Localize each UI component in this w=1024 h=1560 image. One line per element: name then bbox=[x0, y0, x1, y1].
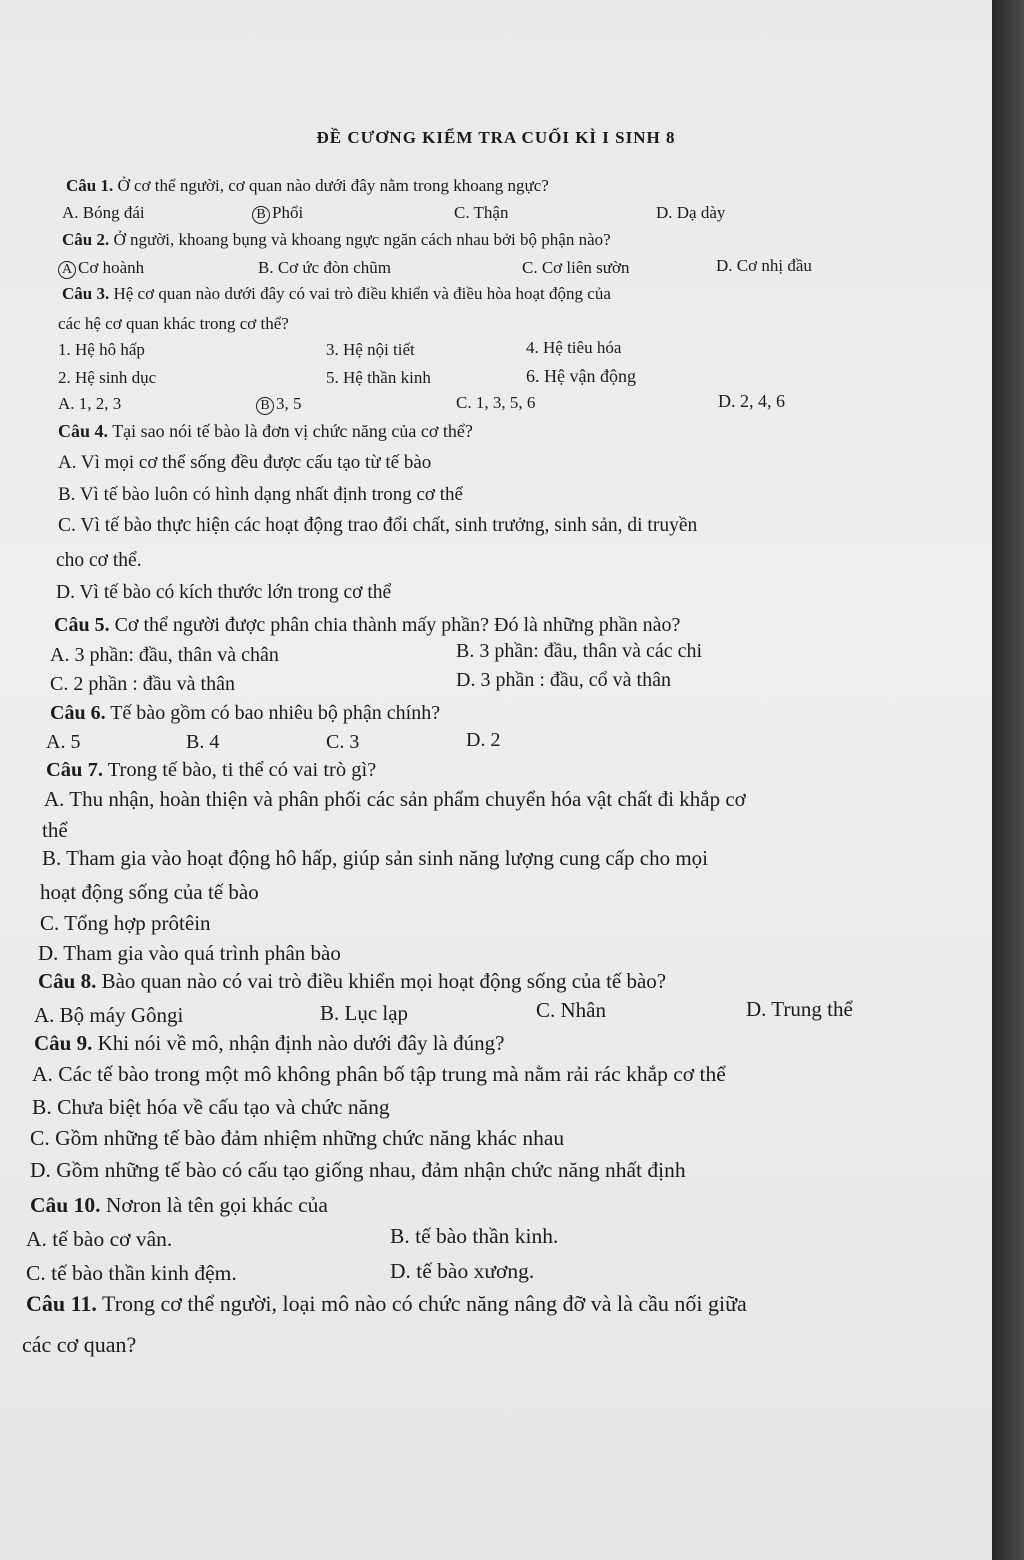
option-b: B. tế bào thần kinh. bbox=[390, 1224, 559, 1248]
answer-circle: A bbox=[58, 261, 76, 279]
question-11-continued: các cơ quan? bbox=[22, 1332, 137, 1357]
option-a-continued: thể bbox=[42, 818, 68, 842]
question-3 bbox=[62, 284, 611, 304]
option-d: D. 3 phần : đầu, cổ và thân bbox=[456, 669, 671, 691]
answer-circle: B bbox=[256, 397, 274, 415]
option-d: D. 2 bbox=[466, 729, 501, 751]
page-title: ĐỀ CƯƠNG KIỂM TRA CUỐI KÌ I SINH 8 bbox=[316, 128, 676, 147]
question-number: Câu 6. bbox=[50, 702, 106, 724]
option-d: D. Cơ nhị đầu bbox=[716, 256, 812, 275]
question-number: Câu 3. bbox=[62, 284, 110, 303]
option-d: D. 2, 4, 6 bbox=[718, 391, 785, 411]
option-a: A. Vì mọi cơ thể sống đều được cấu tạo từ tế bào bbox=[58, 452, 432, 473]
option-b: B. Tham gia vào hoạt động hô hấp, giúp sản sinh năng lượng cung cấp cho mọi bbox=[42, 846, 708, 870]
option-a: A. Bộ máy Gôngi bbox=[34, 1003, 184, 1027]
option-d: D. Tham gia vào quá trình phân bào bbox=[38, 941, 341, 965]
option-a-text: Cơ hoành bbox=[78, 258, 145, 277]
option-a: A. 1, 2, 3 bbox=[58, 394, 122, 413]
option-a: A. tế bào cơ vân. bbox=[26, 1227, 173, 1251]
list-item: 1. Hệ hô hấp bbox=[58, 340, 145, 359]
option-b: B. Lục lạp bbox=[320, 1001, 409, 1025]
option-a: A. Bóng đái bbox=[62, 203, 145, 222]
question-text: Bào quan nào có vai trò điều khiển mọi hoạt động sống của tế bào? bbox=[96, 969, 667, 993]
question-text: Trong tế bào, ti thể có vai trò gì? bbox=[102, 759, 377, 781]
question-3-continued: các hệ cơ quan khác trong cơ thể? bbox=[58, 314, 289, 333]
question-number: Câu 2. bbox=[62, 230, 110, 249]
option-d: D. Gồm những tế bào có cấu tạo giống nhau, đảm nhận chức năng nhất định bbox=[30, 1158, 686, 1182]
option-a: A. Các tế bào trong một mô không phân bố tập trung mà nằm rải rác khắp cơ thể bbox=[32, 1062, 726, 1086]
question-5 bbox=[54, 614, 680, 637]
question-text: Hệ cơ quan nào dưới đây có vai trò điều khiển và điều hòa hoạt động của bbox=[109, 284, 611, 303]
desk-edge bbox=[992, 0, 1024, 1560]
option-a: A. 3 phần: đầu, thân và chân bbox=[50, 644, 279, 666]
option-c: C. Cơ liên sườn bbox=[522, 258, 630, 277]
question-number: Câu 7. bbox=[46, 759, 103, 781]
option-a bbox=[58, 258, 144, 279]
option-c: C. 2 phần : đầu và thân bbox=[50, 673, 235, 695]
option-a: A. Thu nhận, hoàn thiện và phân phối các sản phẩm chuyển hóa vật chất đi khắp cơ bbox=[44, 787, 746, 811]
question-number: Câu 1. bbox=[66, 176, 114, 195]
option-d: D. Vì tế bào có kích thước lớn trong cơ thể bbox=[56, 582, 392, 603]
option-c: C. Vì tế bào thực hiện các hoạt động trao đổi chất, sinh trưởng, sinh sản, di truyền bbox=[58, 515, 698, 536]
option-b: B. Chưa biệt hóa về cấu tạo và chức năng bbox=[32, 1095, 390, 1119]
list-item: 4. Hệ tiêu hóa bbox=[526, 338, 622, 357]
option-d: D. tế bào xương. bbox=[390, 1259, 535, 1283]
option-b bbox=[256, 394, 302, 415]
question-4 bbox=[58, 421, 473, 442]
question-text: Ở cơ thể người, cơ quan nào dưới đây nằm trong khoang ngực? bbox=[113, 176, 549, 195]
answer-circle: B bbox=[252, 206, 270, 224]
question-number: Câu 5. bbox=[54, 614, 110, 636]
question-text: Cơ thể người được phân chia thành mấy phần? Đó là những phần nào? bbox=[109, 614, 681, 636]
list-item: 6. Hệ vận động bbox=[526, 366, 636, 386]
question-11 bbox=[26, 1291, 747, 1317]
option-c: C. Gồm những tế bào đảm nhiệm những chức năng khác nhau bbox=[30, 1126, 565, 1150]
option-d: D. Trung thể bbox=[746, 997, 853, 1021]
list-item: 5. Hệ thần kinh bbox=[326, 368, 431, 387]
option-c-continued: cho cơ thể. bbox=[56, 550, 142, 571]
question-9 bbox=[34, 1031, 504, 1056]
option-c: C. Nhân bbox=[536, 998, 606, 1022]
question-text: Tại sao nói tế bào là đơn vị chức năng của cơ thể? bbox=[108, 421, 473, 441]
option-b bbox=[252, 203, 303, 224]
option-b: B. Cơ ức đòn chũm bbox=[258, 258, 391, 277]
question-10 bbox=[30, 1193, 328, 1218]
question-number: Câu 9. bbox=[34, 1031, 93, 1055]
option-b-text: 3, 5 bbox=[276, 394, 302, 413]
option-c: C. Thận bbox=[454, 203, 509, 222]
question-2 bbox=[62, 230, 611, 250]
question-text: Tế bào gồm có bao nhiêu bộ phận chính? bbox=[105, 702, 441, 724]
question-7 bbox=[46, 759, 376, 782]
option-b: B. Vì tế bào luôn có hình dạng nhất định trong cơ thể bbox=[58, 484, 463, 505]
list-item: 3. Hệ nội tiết bbox=[326, 340, 415, 359]
question-number: Câu 8. bbox=[38, 969, 97, 993]
option-c: C. 1, 3, 5, 6 bbox=[456, 393, 536, 412]
question-text: Ở người, khoang bụng và khoang ngực ngăn cách nhau bởi bộ phận nào? bbox=[109, 230, 611, 249]
question-number: Câu 10. bbox=[30, 1193, 101, 1217]
question-text: Khi nói về mô, nhận định nào dưới đây là đúng? bbox=[92, 1031, 505, 1055]
question-8 bbox=[38, 969, 666, 994]
option-a: A. 5 bbox=[46, 731, 81, 753]
question-6 bbox=[50, 702, 440, 725]
option-d: D. Dạ dày bbox=[656, 203, 726, 222]
option-b: B. 4 bbox=[186, 731, 220, 753]
option-b-continued: hoạt động sống của tế bào bbox=[40, 880, 259, 904]
option-c: C. 3 bbox=[326, 731, 360, 753]
list-item: 2. Hệ sinh dục bbox=[58, 368, 157, 387]
question-number: Câu 11. bbox=[26, 1291, 97, 1316]
question-text: Trong cơ thể người, loại mô nào có chức năng nâng đỡ và là cầu nối giữa bbox=[96, 1291, 747, 1316]
question-number: Câu 4. bbox=[58, 421, 109, 441]
question-1 bbox=[66, 176, 549, 196]
question-text: Nơron là tên gọi khác của bbox=[100, 1193, 328, 1217]
option-b: B. 3 phần: đầu, thân và các chi bbox=[456, 640, 703, 662]
option-b-text: Phổi bbox=[272, 203, 304, 222]
option-c: C. tế bào thần kinh đệm. bbox=[26, 1261, 237, 1285]
option-c: C. Tổng hợp prôtêin bbox=[40, 911, 211, 935]
